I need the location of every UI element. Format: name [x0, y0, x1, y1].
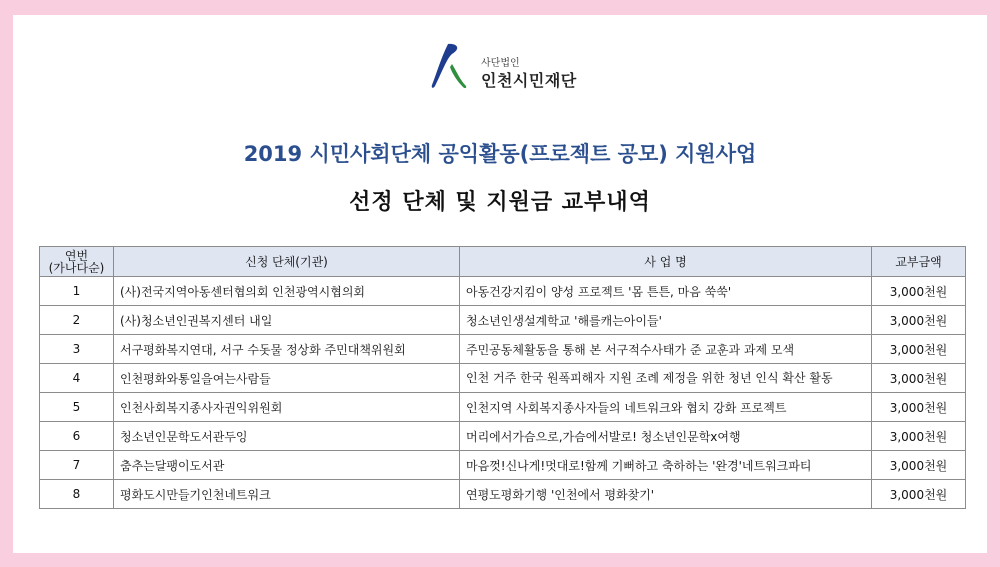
- row-no: 4: [40, 364, 114, 393]
- header-no: [40, 247, 114, 277]
- row-amount: 3,000천원: [872, 306, 966, 335]
- row-amount: 3,000천원: [872, 451, 966, 480]
- row-org: 인천사회복지종사자권익위원회: [114, 393, 460, 422]
- row-org: 인천평화와통일을여는사람들: [114, 364, 460, 393]
- row-no: 5: [40, 393, 114, 422]
- foundation-logo: [430, 42, 600, 98]
- row-project: 청소년인생설계학교 '해를캐는아이들': [460, 306, 872, 335]
- table-row: [40, 480, 966, 509]
- page-subtitle: 선정 단체 및 지원금 교부내역: [349, 190, 651, 215]
- logo-name: 인천시민재단: [481, 71, 577, 90]
- table-header-row: [40, 247, 966, 277]
- row-amount: 3,000천원: [872, 335, 966, 364]
- grant-table: [39, 246, 966, 509]
- row-no: 6: [40, 422, 114, 451]
- row-no: 8: [40, 480, 114, 509]
- table-row: [40, 364, 966, 393]
- table-row: [40, 451, 966, 480]
- page-title: 2019 시민사회단체 공익활동(프로젝트 공모) 지원사업: [243, 142, 757, 166]
- row-org: 춤추는달팽이도서관: [114, 451, 460, 480]
- header-no-line2: (가나다순): [48, 260, 105, 275]
- row-org: (사)전국지역아동센터협의회 인천광역시협의회: [114, 277, 460, 306]
- row-org: (사)청소년인권복지센터 내일: [114, 306, 460, 335]
- row-org: 평화도시만들기인천네트워크: [114, 480, 460, 509]
- row-no: 2: [40, 306, 114, 335]
- row-amount: 3,000천원: [872, 277, 966, 306]
- row-amount: 3,000천원: [872, 364, 966, 393]
- row-project: 마음껏!신나게!멋대로!함께 기뻐하고 축하하는 '완경'네트워크파티: [460, 451, 872, 480]
- row-project: 연평도평화기행 '인천에서 평화찾기': [460, 480, 872, 509]
- header-org: 신청 단체(기관): [114, 247, 460, 277]
- row-no: 7: [40, 451, 114, 480]
- table-row: [40, 277, 966, 306]
- row-org: 청소년인문학도서관두잉: [114, 422, 460, 451]
- row-project: 인천지역 사회복지종사자들의 네트워크와 협치 강화 프로젝트: [460, 393, 872, 422]
- row-org: 서구평화복지연대, 서구 수돗물 정상화 주민대책위원회: [114, 335, 460, 364]
- row-project: 주민공동체활동을 통해 본 서구적수사태가 준 교훈과 과제 모색: [460, 335, 872, 364]
- header-amount: 교부금액: [872, 247, 966, 277]
- row-amount: 3,000천원: [872, 422, 966, 451]
- row-project: 아동건강지킴이 양성 프로젝트 '몸 튼튼, 마음 쑥쑥': [460, 277, 872, 306]
- foundation-logo-icon: [430, 42, 470, 96]
- table-row: [40, 422, 966, 451]
- row-project: 머리에서가슴으로,가슴에서발로! 청소년인문학x여행: [460, 422, 872, 451]
- table-row: [40, 393, 966, 422]
- row-amount: 3,000천원: [872, 393, 966, 422]
- row-amount: 3,000천원: [872, 480, 966, 509]
- row-no: 1: [40, 277, 114, 306]
- row-project: 인천 거주 한국 원폭피해자 지원 조례 제정을 위한 청년 인식 확산 활동: [460, 364, 872, 393]
- logo-subtitle: 사단법인: [481, 58, 520, 69]
- table-row: [40, 335, 966, 364]
- header-project: 사 업 명: [460, 247, 872, 277]
- row-no: 3: [40, 335, 114, 364]
- header-no-line1: 연번: [64, 248, 89, 263]
- table-row: [40, 306, 966, 335]
